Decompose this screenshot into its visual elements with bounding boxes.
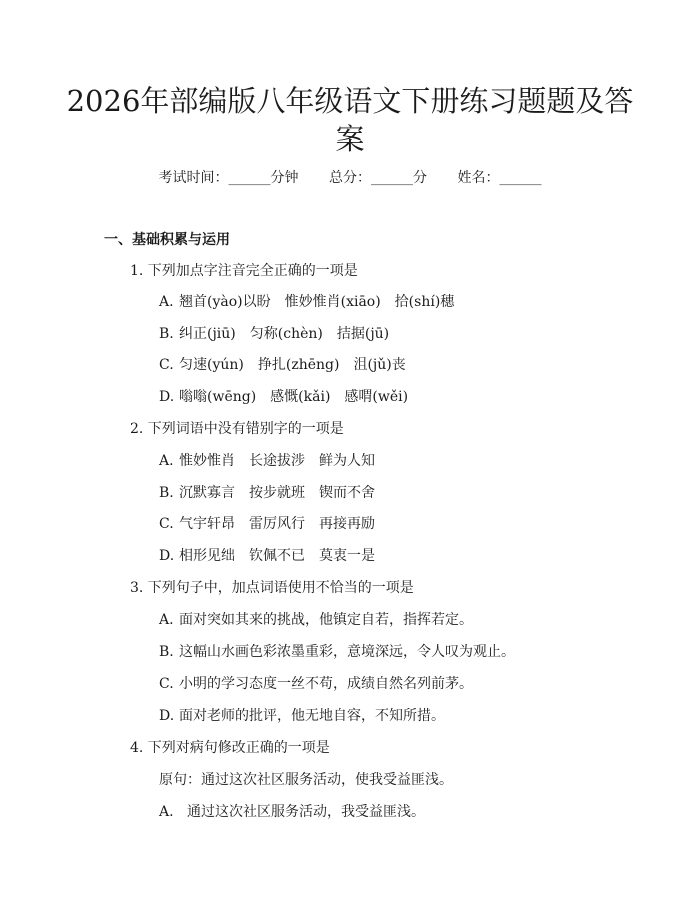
option-text: 翘首(yào)以盼 xyxy=(179,294,271,310)
option-text: 嗡嗡(wēng) xyxy=(179,389,257,405)
option-label: D. xyxy=(159,548,175,564)
option-text: 惟妙惟肖 xyxy=(179,453,235,469)
option-text: 锲而不舍 xyxy=(319,485,375,501)
option-label: C. xyxy=(159,357,174,373)
option-text: 按步就班 xyxy=(249,485,305,501)
option-label: A. xyxy=(159,294,174,310)
question-4-original-sentence: 原句：通过这次社区服务活动，使我受益匪浅。 xyxy=(159,772,453,788)
option-text: 面对突如其来的挑战，他镇定自若，指挥若定。 xyxy=(179,612,473,628)
question-1-stem: 1. 下列加点字注音完全正确的一项是 xyxy=(130,263,358,279)
option-text: 雷厉风行 xyxy=(249,516,305,532)
option-label: B. xyxy=(159,326,174,342)
option-text: 相形见绌 xyxy=(179,548,235,564)
question-4-stem: 4. 下列对病句修改正确的一项是 xyxy=(130,740,330,756)
question-2-stem: 2. 下列词语中没有错别字的一项是 xyxy=(130,421,344,437)
question-2-option-b xyxy=(159,483,375,503)
option-label: D. xyxy=(159,389,175,405)
option-text: 惟妙惟肖(xiāo) xyxy=(284,294,381,310)
student-name-field: 姓名：______ xyxy=(457,170,542,186)
option-label: D. xyxy=(159,708,175,724)
option-label: A. xyxy=(159,804,174,820)
option-label: C. xyxy=(159,676,174,692)
option-text: 感慨(kǎi) xyxy=(270,389,331,405)
option-label: C. xyxy=(159,516,174,532)
question-3-option-c xyxy=(159,674,473,694)
question-2-option-d xyxy=(159,546,375,566)
question-2-option-a xyxy=(159,451,375,471)
total-score-field: 总分：______分 xyxy=(329,170,427,186)
question-3-stem: 3. 下列句子中，加点词语使用不恰当的一项是 xyxy=(130,580,414,596)
option-label: A. xyxy=(159,453,174,469)
option-label: B. xyxy=(159,485,174,501)
question-3-option-b xyxy=(159,642,515,662)
option-text: 匀速(yún) xyxy=(179,357,244,373)
option-label: A. xyxy=(159,612,174,628)
question-1-option-d xyxy=(159,387,408,407)
option-text: 挣扎(zhēng) xyxy=(257,357,340,373)
option-text: 小明的学习态度一丝不苟，成绩自然名列前茅。 xyxy=(179,676,473,692)
option-label: B. xyxy=(159,644,174,660)
question-2-option-c xyxy=(159,514,375,534)
section-heading: 一、基础积累与运用 xyxy=(104,232,230,248)
option-text: 拮据(jū) xyxy=(336,326,390,342)
option-text: 通过这次社区服务活动，我受益匪浅。 xyxy=(187,804,425,820)
option-text: 莫衷一是 xyxy=(319,548,375,564)
option-text: 沮(jǔ)丧 xyxy=(353,357,406,373)
question-1-option-b xyxy=(159,324,389,344)
option-text: 长途拔涉 xyxy=(249,453,305,469)
option-text: 沉默寡言 xyxy=(179,485,235,501)
option-text: 感喟(wěi) xyxy=(344,389,409,405)
option-text: 这幅山水画色彩浓墨重彩，意境深远，令人叹为观止。 xyxy=(179,644,515,660)
option-text: 拾(shí)穗 xyxy=(394,294,455,310)
question-1-option-c xyxy=(159,355,406,375)
option-text: 气宇轩昂 xyxy=(179,516,235,532)
page-title: 2026年部编版八年级语文下册练习题题及答案 xyxy=(66,84,634,156)
option-text: 面对老师的批评，他无地自容，不知所措。 xyxy=(179,708,445,724)
exam-info xyxy=(0,168,700,188)
question-3-option-a xyxy=(159,610,473,630)
option-text: 匀称(chèn) xyxy=(249,326,323,342)
option-text: 钦佩不已 xyxy=(249,548,305,564)
exam-time-field: 考试时间：______分钟 xyxy=(158,170,299,186)
option-text: 再接再励 xyxy=(319,516,375,532)
question-4-option-a xyxy=(159,802,425,822)
question-3-option-d xyxy=(159,706,445,726)
option-text: 鲜为人知 xyxy=(319,453,375,469)
question-1-option-a xyxy=(159,292,454,312)
option-text: 纠正(jiū) xyxy=(179,326,236,342)
